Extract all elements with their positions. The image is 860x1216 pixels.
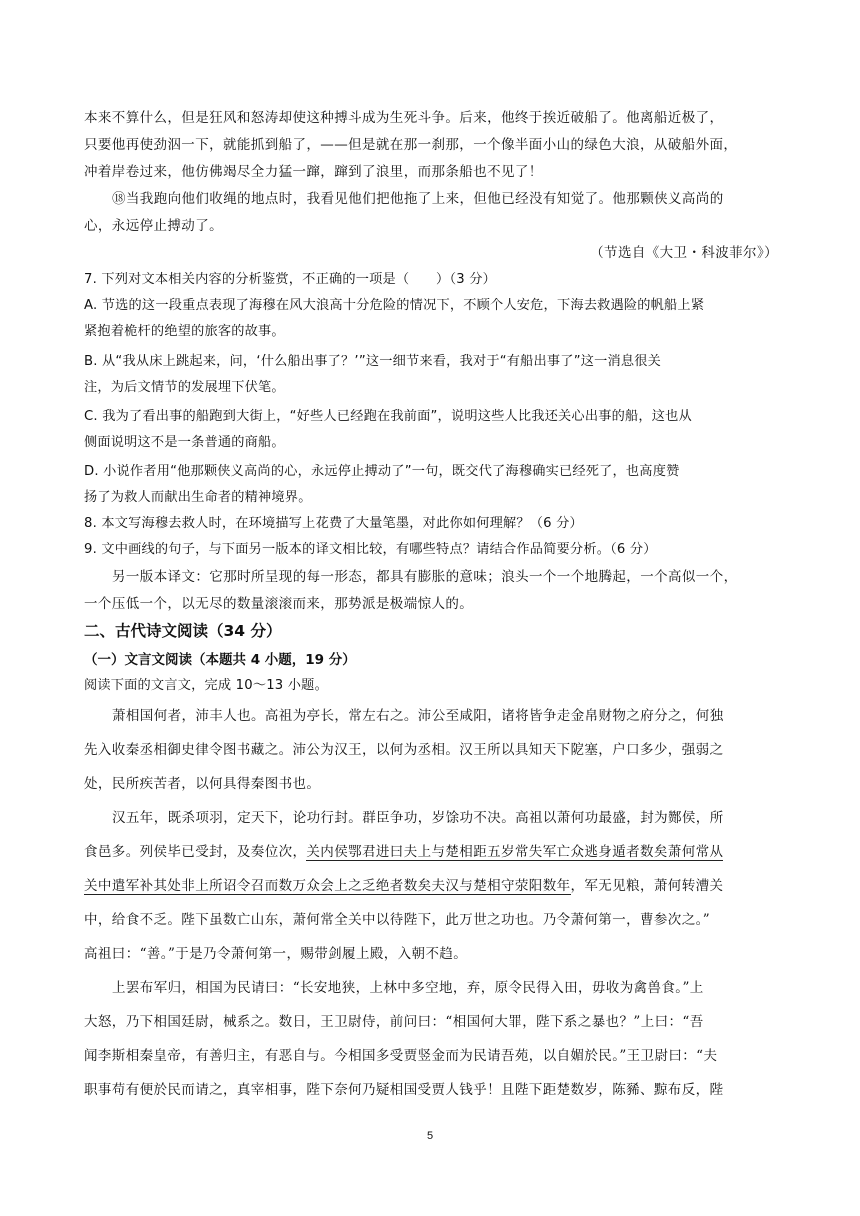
question-9: 9. 文中画线的句子，与下面另一版本的译文相比较，有哪些特点？请结合作品简要分析。（6 分）: [84, 542, 657, 557]
classical-line: 大怒，乃下相国廷尉，械系之。数日，王卫尉侍，前问曰：“相国何大罪，陛下系之暴也？”上曰：“吾: [84, 1014, 704, 1030]
story-line: ⑱当我跑向他们收绳的地点时，我看见他们把他拖了上来，但他已经没有知觉了。他那颗侠义高尚的: [112, 191, 724, 207]
page-number: 5: [426, 1130, 434, 1142]
classical-line: 闻李斯相秦皇帝，有善归主，有恶自与。今相国多受贾竖金而为民请吾苑，以自媚於民。”王卫尉曰：“夫: [84, 1048, 718, 1064]
underlined-sentence: 关内侯鄂君进曰夫上与楚相距五岁常失军亡众逃身遁者数矣萧何常从: [306, 844, 724, 860]
classical-line: 先入收秦丞相御史律令图书藏之。沛公为汉王，以何为丞相。汉王所以具知天下阸塞，户口多少，强弱之: [84, 742, 724, 758]
option-d-line: 扬了为救人而献出生命者的精神境界。: [84, 490, 312, 505]
option-d-line: D. 小说作者用“他那颗侠义高尚的心，永远停止搏动了”一句，既交代了海穆确实已经死了，也高度赞: [84, 464, 680, 479]
reading-instruction: 阅读下面的文言文，完成 10～13 小题。: [84, 678, 328, 693]
question-8: 8. 本文写海穆去救人时，在环境描写上花费了大量笔墨，对此你如何理解？（6 分）: [84, 516, 583, 531]
section-heading: 二、古代诗文阅读（34 分）: [84, 622, 282, 640]
classical-line: 上罢布军归，相国为民请曰：“长安地狭，上林中多空地，弃，原令民得入田，毋收为禽兽食。”上: [112, 980, 704, 996]
plain-text: ，军无见粮，萧何转漕关: [570, 878, 724, 894]
story-line: 冲着岸卷过来，他仿佛竭尽全力猛一蹿，蹿到了浪里，而那条船也不见了！: [84, 164, 543, 180]
story-source: （节选自《大卫・科波菲尔》）: [590, 245, 778, 261]
subsection-heading: （一）文言文阅读（本题共 4 小题，19 分）: [84, 652, 356, 668]
story-line: 本来不算什么，但是狂风和怒涛却使这种搏斗成为生死斗争。后来，他终于挨近破船了。他离船近极了，: [84, 110, 724, 126]
underlined-sentence: 关中遣军补其处非上所诏令召而数万众会上之乏绝者数矣夫汉与楚相守荥阳数年: [84, 878, 571, 894]
option-b-line: 注，为后文情节的发展埋下伏笔。: [84, 380, 285, 395]
classical-line: 中，给食不乏。陛下虽数亡山东，萧何常全关中以待陛下，此万世之功也。乃令萧何第一，曹参次之。”: [84, 912, 711, 928]
option-c-line: C. 我为了看出事的船跑到大街上，“好些人已经跑在我前面”，说明这些人比我还关心出事的船，这也从: [84, 409, 692, 424]
option-a-line: 紧抱着桅杆的绝望的旅客的故事。: [84, 324, 285, 339]
alt-translation-line: 另一版本译文：它那时所呈现的每一形态，都具有膨胀的意味；浪头一个一个地腾起，一个高似一个，: [112, 569, 738, 585]
question-7: 7. 下列对文本相关内容的分析鉴赏，不正确的一项是（ ）（3 分）: [84, 272, 496, 287]
story-line: 心，永远停止搏动了。: [84, 218, 223, 234]
classical-line: [84, 842, 778, 862]
classical-line: 汉五年，既杀项羽，定天下，论功行封。群臣争功，岁馀功不决。高祖以萧何功最盛，封为酂侯，所: [112, 810, 724, 826]
classical-line: [84, 876, 778, 896]
classical-line: 处，民所疾苦者，以何具得秦图书也。: [84, 776, 321, 792]
option-a-line: A. 节选的这一段重点表现了海穆在风大浪高十分危险的情况下，不顾个人安危，下海去救遇险的帆船上紧: [84, 298, 705, 313]
option-b-line: B. 从“我从床上跳起来，问，‘什么船出事了？’”这一细节来看，我对于“有船出事了”这一消息很关: [84, 354, 662, 369]
story-line: 只要他再使劲泅一下，就能抓到船了，——但是就在那一刹那，一个像半面小山的绿色大浪，从破船外面，: [84, 137, 738, 153]
classical-line: 职事苟有便於民而请之，真宰相事，陛下奈何乃疑相国受贾人钱乎！且陛下距楚数岁，陈豨、黥布反，陛: [84, 1082, 724, 1098]
option-c-line: 侧面说明这不是一条普通的商船。: [84, 435, 285, 450]
classical-line: 高祖曰：“善。”于是乃令萧何第一，赐带剑履上殿，入朝不趋。: [84, 946, 468, 962]
classical-line: 萧相国何者，沛丰人也。高祖为亭长，常左右之。沛公至咸阳，诸将皆争走金帛财物之府分之，何独: [112, 708, 724, 724]
plain-text: 食邑多。列侯毕已受封，及奏位次，: [84, 844, 307, 860]
alt-translation-line: 一个压低一个，以无尽的数量滚滚而来，那势派是极端惊人的。: [84, 596, 474, 612]
